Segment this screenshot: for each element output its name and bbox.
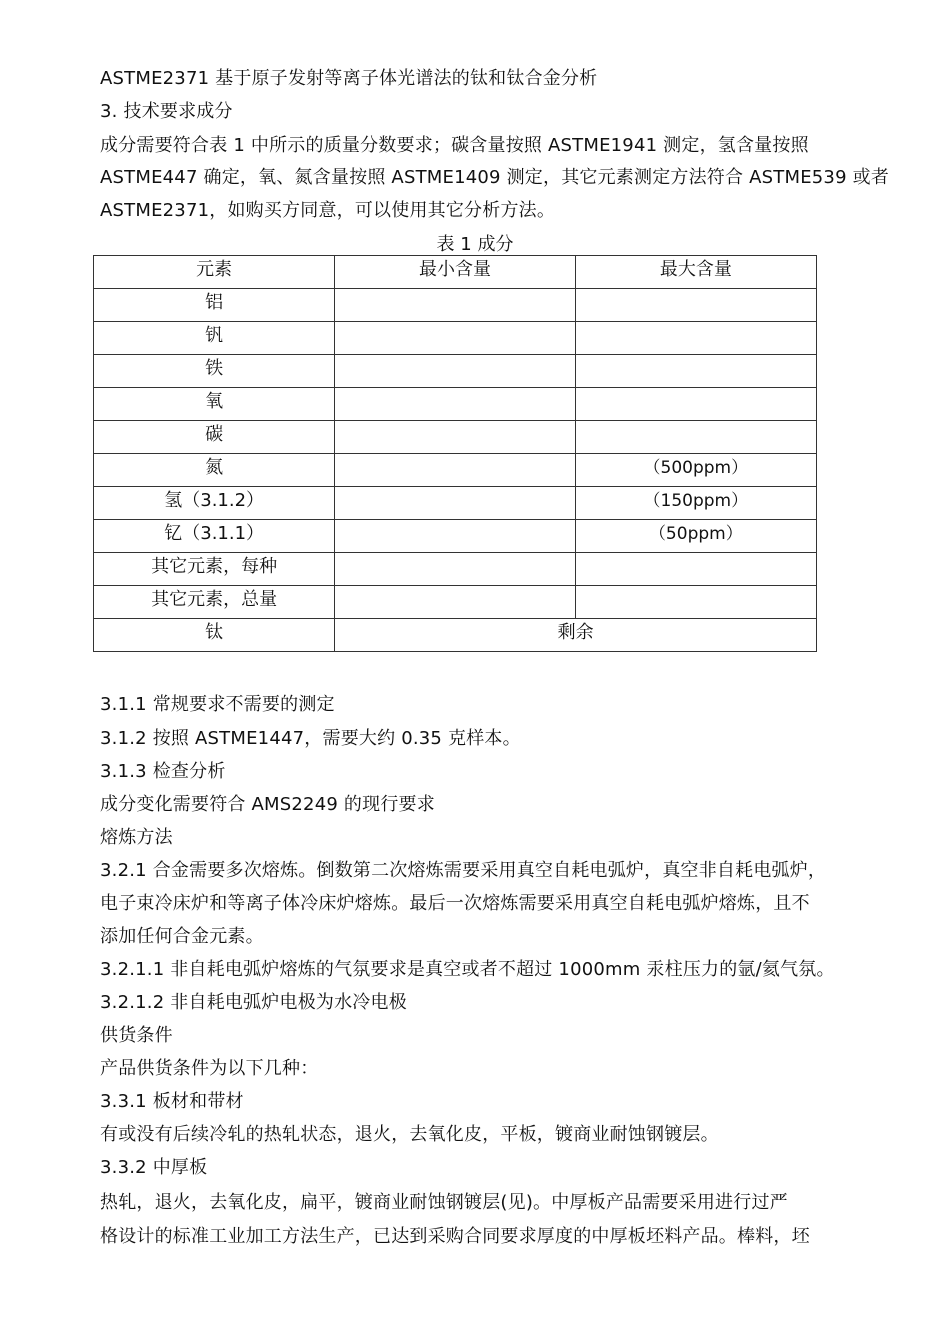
cell-element: 钛 (94, 619, 335, 652)
paragraph-line: ASTME2371，如购买方同意，可以使用其它分析方法。 (100, 200, 556, 221)
cell-element: 氧 (94, 388, 335, 421)
paragraph-line: 3.1.3 检查分析 (100, 761, 226, 782)
paragraph-line: 3.2.1 合金需要多次熔炼。倒数第二次熔炼需要采用真空自耗电弧炉，真空非自耗电弧炉， (100, 860, 827, 881)
cell-element: 其它元素，每种 (94, 553, 335, 586)
table-row (94, 388, 817, 421)
paragraph-line: 产品供货条件为以下几种： (100, 1058, 319, 1079)
cell-min (335, 487, 575, 520)
table-row (94, 487, 817, 520)
table-row (94, 289, 817, 322)
table-row (94, 322, 817, 355)
cell-max (575, 586, 816, 619)
cell-element: 铝 (94, 289, 335, 322)
cell-max (575, 388, 816, 421)
cell-element: 碳 (94, 421, 335, 454)
paragraph-line: 成分需要符合表 1 中所示的质量分数要求；碳含量按照 ASTME1941 测定，氢含量按照 (100, 135, 809, 156)
cell-max: （500ppm） (575, 454, 816, 487)
cell-min (335, 586, 575, 619)
paragraph-line: ASTME447 确定，氧、氮含量按照 ASTME1409 测定，其它元素测定方法符合 ASTME539 或者 (100, 167, 890, 188)
paragraph-line: 有或没有后续冷轧的热轧状态，退火，去氧化皮，平板，镀商业耐蚀钢镀层。 (100, 1124, 719, 1145)
header-min: 最小含量 (335, 256, 575, 289)
paragraph-line: 3.3.1 板材和带材 (100, 1091, 244, 1112)
paragraph-line: ASTME2371 基于原子发射等离子体光谱法的钛和钛合金分析 (100, 68, 598, 89)
cell-min (335, 388, 575, 421)
cell-element: 其它元素，总量 (94, 586, 335, 619)
cell-max (575, 322, 816, 355)
cell-min (335, 322, 575, 355)
paragraph-line: 3.1.2 按照 ASTME1447，需要大约 0.35 克样本。 (100, 728, 521, 749)
cell-balance: 剩余 (335, 619, 817, 652)
cell-min (335, 421, 575, 454)
paragraph-line: 热轧，退火，去氧化皮，扁平，镀商业耐蚀钢镀层(见)。中厚板产品需要采用进行过严 (100, 1192, 788, 1213)
section-heading: 熔炼方法 (100, 827, 173, 848)
header-element: 元素 (94, 256, 335, 289)
paragraph-line: 电子束冷床炉和等离子体冷床炉熔炼。最后一次熔炼需要采用真空自耗电弧炉熔炼，且不 (100, 893, 810, 914)
cell-max: （50ppm） (575, 520, 816, 553)
cell-element: 钇（3.1.1） (94, 520, 335, 553)
cell-min (335, 454, 575, 487)
table-row (94, 454, 817, 487)
table-header-row (94, 256, 817, 289)
table-row-balance (94, 619, 817, 652)
cell-max (575, 355, 816, 388)
table-row (94, 421, 817, 454)
paragraph-line: 3.2.1.2 非自耗电弧炉电极为水冷电极 (100, 992, 407, 1013)
cell-max (575, 421, 816, 454)
header-max: 最大含量 (575, 256, 816, 289)
cell-element: 氢（3.1.2） (94, 487, 335, 520)
cell-min (335, 553, 575, 586)
table-row (94, 586, 817, 619)
paragraph-line: 3.1.1 常规要求不需要的测定 (100, 694, 335, 715)
paragraph-line: 格设计的标准工业加工方法生产，已达到采购合同要求厚度的中厚板坯料产品。棒料，坯 (100, 1226, 810, 1247)
paragraph-line: 3.3.2 中厚板 (100, 1157, 208, 1178)
cell-element: 钒 (94, 322, 335, 355)
paragraph-line: 成分变化需要符合 AMS2249 的现行要求 (100, 794, 435, 815)
paragraph-line: 添加任何合金元素。 (100, 926, 264, 947)
composition-table (93, 255, 817, 652)
cell-min (335, 289, 575, 322)
cell-element: 铁 (94, 355, 335, 388)
section-heading: 3. 技术要求成分 (100, 101, 233, 122)
cell-max: （150ppm） (575, 487, 816, 520)
cell-element: 氮 (94, 454, 335, 487)
table-row (94, 553, 817, 586)
table-title: 表 1 成分 (436, 234, 514, 255)
cell-max (575, 553, 816, 586)
table-row (94, 520, 817, 553)
cell-max (575, 289, 816, 322)
section-heading: 供货条件 (100, 1025, 173, 1046)
table-row (94, 355, 817, 388)
cell-min (335, 355, 575, 388)
cell-min (335, 520, 575, 553)
paragraph-line: 3.2.1.1 非自耗电弧炉熔炼的气氛要求是真空或者不超过 1000mm 汞柱压力的氩/氦气氛。 (100, 959, 835, 980)
